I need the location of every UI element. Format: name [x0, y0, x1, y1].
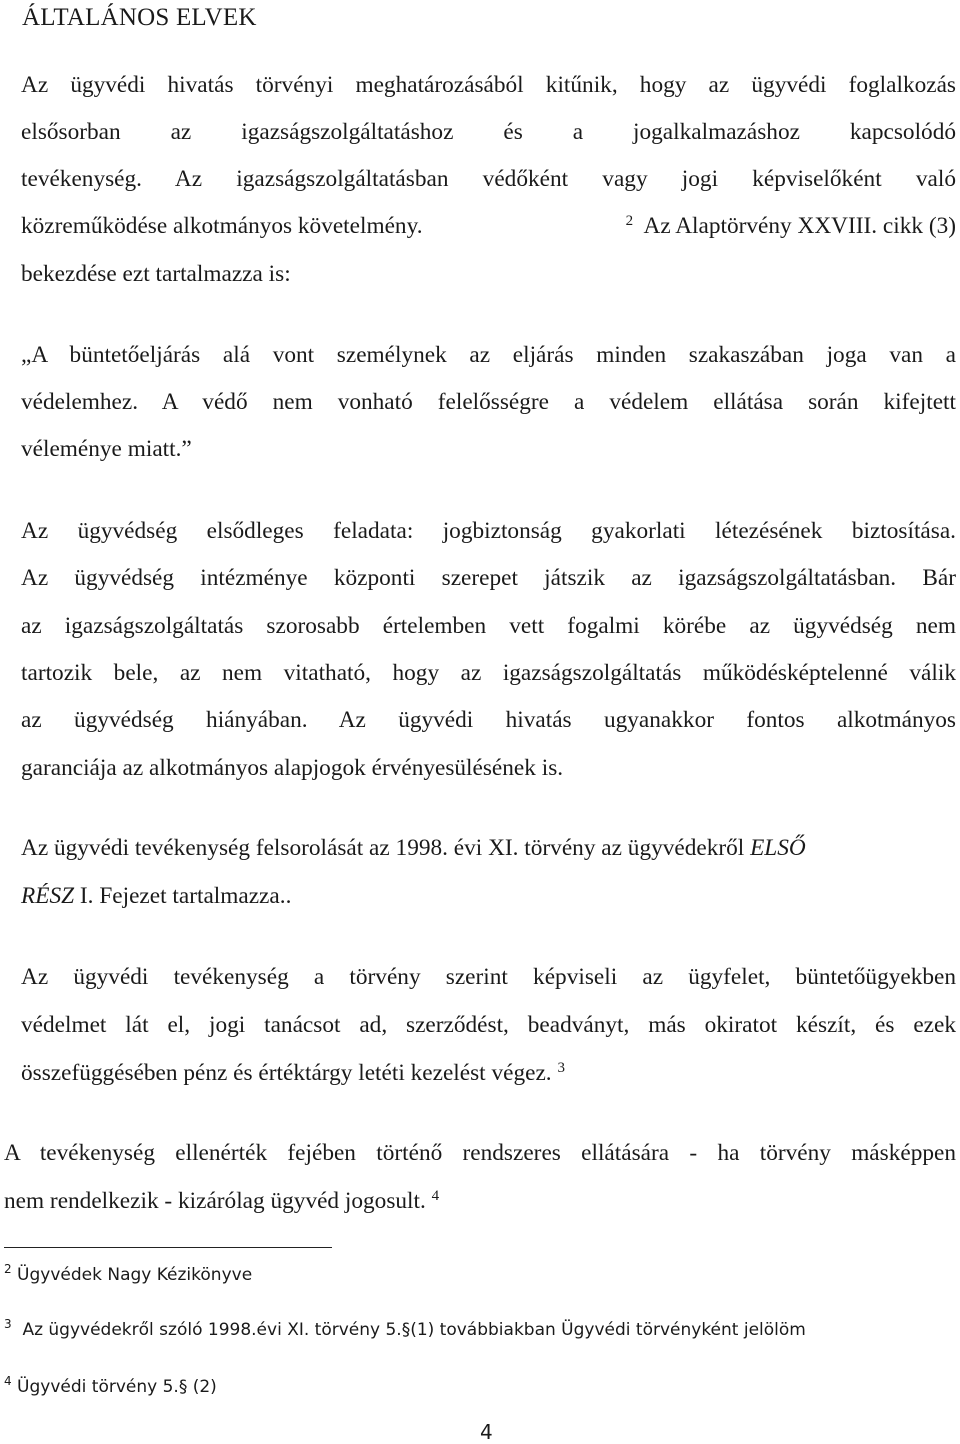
paragraph-2-line-2: Az ügyvédség intézménye központi szerepet játszik az igazságszolgáltatásban. Bár	[21, 565, 956, 591]
paragraph-1-line-3: tevékenység. Az igazságszolgáltatásban védőként vagy jogi képviselőként való	[21, 166, 956, 192]
paragraph-3-line-1a: Az ügyvédi tevékenység felsorolását az 1998. évi XI. törvény az ügyvédekről	[21, 835, 745, 861]
paragraph-2-line-6: garanciája az alkotmányos alapjogok érvényesülésének is.	[21, 755, 564, 781]
quote-line-1: „A büntetőeljárás alá vont személynek az eljárás minden szakaszában joga van a	[21, 342, 956, 368]
paragraph-1-line-4a: közreműködése alkotmányos követelmény.	[21, 213, 423, 239]
footnote-2-number: 2	[4, 1262, 12, 1276]
paragraph-3-line-2	[21, 881, 956, 911]
paragraph-2-line-1: Az ügyvédség elsődleges feladata: jogbiztonság gyakorlati létezésének biztosítása.	[21, 518, 956, 544]
paragraph-2-line-5: az ügyvédség hiányában. Az ügyvédi hivatás ugyanakkor fontos alkotmányos	[21, 707, 956, 733]
paragraph-5-line-1: A tevékenység ellenérték fejében történő rendszeres ellátására - ha törvény másképpen	[4, 1140, 956, 1166]
paragraph-1-line-5: bekezdése ezt tartalmazza is:	[21, 261, 291, 287]
footnote-4-number: 4	[4, 1374, 12, 1388]
footnote-2-text: Ügyvédek Nagy Kézikönyve	[17, 1265, 253, 1285]
footnote-ref-2: 2	[625, 213, 634, 229]
paragraph-3-line-2b: I. Fejezet tartalmazza..	[79, 883, 292, 909]
quote-line-3: véleménye miatt.”	[21, 436, 192, 462]
paragraph-2-line-3: az igazságszolgáltatás szorosabb értelemben vett fogalmi körébe az ügyvédség nem	[21, 613, 956, 639]
quote-line-2: védelemhez. A védő nem vonható felelősségre a védelem ellátása során kifejtett	[21, 389, 956, 415]
footnote-ref-3: 3	[557, 1060, 565, 1076]
paragraph-1-line-4b-wrap	[626, 211, 956, 241]
paragraph-2-line-4: tartozik bele, az nem vitatható, hogy az igazságszolgáltatás működésképtelenné válik	[21, 660, 956, 686]
paragraph-3-line-2a: RÉSZ	[21, 883, 75, 909]
paragraph-3-line-1	[21, 833, 956, 863]
page-number: 4	[480, 1420, 493, 1444]
footnote-4-text: Ügyvédi törvény 5.§ (2)	[17, 1377, 217, 1397]
paragraph-1-line-2: elsősorban az igazságszolgáltatáshoz és a jogalkalmazáshoz kapcsolódó	[21, 119, 956, 145]
footnote-3	[4, 1317, 806, 1340]
paragraph-3-line-1b: ELSŐ	[750, 835, 806, 861]
paragraph-5-line-2	[4, 1186, 956, 1216]
paragraph-4-line-2: védelmet lát el, jogi tanácsot ad, szerződést, beadványt, más okiratot készít, és ezek	[21, 1012, 956, 1038]
footnote-3-number: 3	[4, 1317, 12, 1331]
footnote-3-text: Az ügyvédekről szóló 1998.évi XI. törvény 5.§(1) továbbiakban Ügyvédi törvényként jelölöm	[22, 1320, 806, 1340]
footnote-ref-4: 4	[431, 1188, 440, 1204]
footnote-separator	[4, 1247, 332, 1248]
section-heading: ÁLTALÁNOS ELVEK	[22, 4, 257, 31]
paragraph-4-line-3	[21, 1058, 956, 1088]
footnote-4	[4, 1374, 217, 1397]
paragraph-4-line-3-text: összefüggésében pénz és értéktárgy letéti kezelést végez.	[21, 1060, 552, 1086]
paragraph-5-line-2-text: nem rendelkezik - kizárólag ügyvéd jogosult.	[4, 1188, 426, 1214]
paragraph-1-line-1: Az ügyvédi hivatás törvényi meghatározásából kitűnik, hogy az ügyvédi foglalkozás	[21, 72, 956, 98]
paragraph-4-line-1: Az ügyvédi tevékenység a törvény szerint képviseli az ügyfelet, büntetőügyekben	[21, 964, 956, 990]
paragraph-1-line-4	[21, 211, 956, 241]
paragraph-1-line-4b: Az Alaptörvény XXVIII. cikk (3)	[643, 213, 956, 239]
footnote-2	[4, 1262, 253, 1285]
